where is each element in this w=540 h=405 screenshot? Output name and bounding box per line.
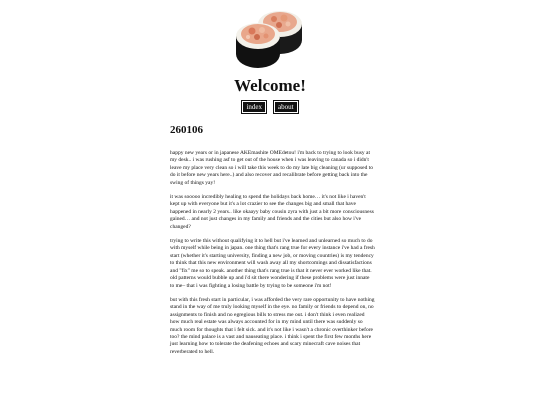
page-title: Welcome!	[234, 76, 306, 95]
blog-post	[170, 124, 378, 363]
post-paragraph: but with this fresh start in particular, i was afforded the very rare opportunity to have nothing stand in the way of me truly looking myself in the eye. no family or friends to depend on, no assignments to finish and no egregious bills to stress me out. i don't think i even realized how much real estate was always accounted for in my mind until there was suddenly so much room for thoughts that i felt sick. and it's not like i wasn't a chronic overthinker before too? the mind palace is a vast and nauseating place. i think i spent the first few months here just learning how to tolerate the deafening echoes and scary minecraft cave noises that reverberated to hell.	[170, 296, 375, 355]
sushi-roll-icon	[232, 6, 308, 72]
post-paragraph: it was sooooo incredibly healing to spend the holidays back home… it's not like i haven't kept up with everyone but it's a lot crazier to see the changes big and small that have happened in nearly 2 years.. like okaayy baby cousin zyra with just a bit more consciousness gained… and not just changes in my family and friends and the cities but also how i've changed?	[170, 194, 374, 230]
nav-bar	[0, 100, 540, 114]
nav-about-link[interactable]: about	[273, 100, 299, 114]
post-paragraph: happy new years or in japanese AKEmashite OMEdetou! i'm back to trying to look busy at my desk.. i was rushing asf to get out of the house when i was leaving to canada so i didn't leave my place very clean so i will take this week to do my late big cleaning (ur supposed to do it before new years here..) and also recover and recalibrate before getting back into the swing of things yay!	[170, 150, 373, 186]
nav-index-link[interactable]: index	[241, 100, 267, 114]
post-title: 260106	[170, 124, 203, 136]
post-paragraph: trying to write this without qualifying it to hell but i've learned and unlearned so much to do with myself while being in japan. one thing that's rang true for every instance i've had a fresh start (whether it's starting university, finding a new job, or moving countries) is my tendency to think that this new environment will wash away all my shortcomings and dissatisfactions and "fix" me so to speak. another thing that's rang true is that it never ever worked like that. old patterns would bubble up and i'd sit there wondering if these problems were just innate to me– that i was fighting a losing battle by trying to be someone i'm not!	[170, 238, 375, 289]
